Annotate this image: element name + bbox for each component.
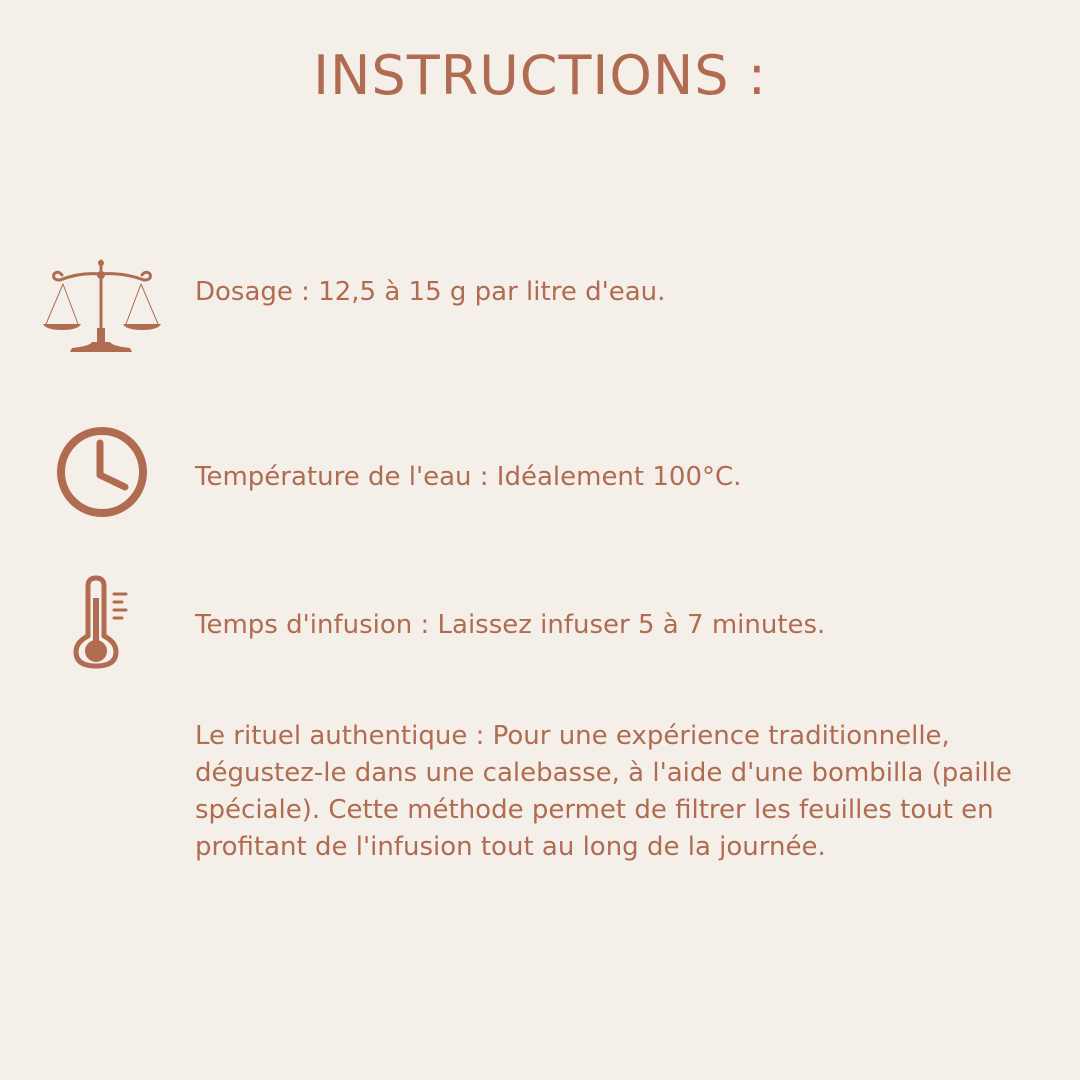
dosage-text: Dosage : 12,5 à 15 g par litre d'eau. [195,277,666,307]
infusion-time-text: Temps d'infusion : Laissez infuser 5 à 7 minutes. [195,610,826,640]
ritual-paragraph: Le rituel authentique : Pour une expérience traditionnelle, dégustez-le dans une calebasse, à l'aide d'une bombilla (paille spéciale). Cette méthode permet de filtrer les feuilles tout en profitant de l'infusion tout au long de la journée. [195,721,1012,862]
temperature-text: Température de l'eau : Idéalement 100°C. [195,462,742,492]
clock-icon [55,425,149,519]
thermometer-icon [72,574,132,670]
page-title: INSTRUCTIONS : [313,44,767,107]
scale-icon [40,258,164,354]
